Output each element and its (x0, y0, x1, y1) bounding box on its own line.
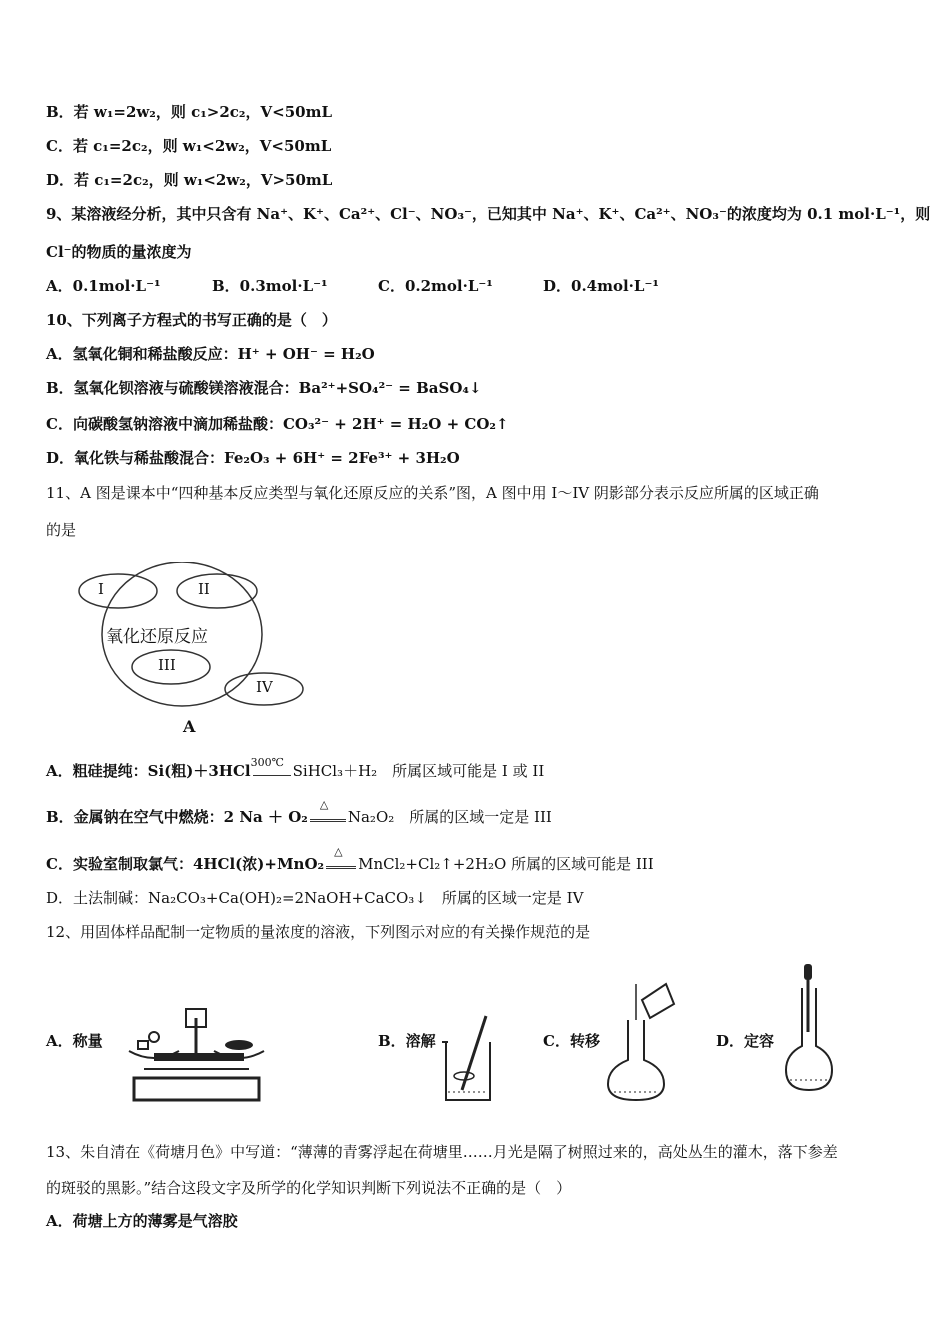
q10-option-d: D．氧化铁与稀盐酸混合：Fe₂O₃ + 6H⁺ = 2Fe³⁺ + 3H₂O (46, 449, 460, 467)
q12-option-d-label: D．定容 (716, 1032, 775, 1050)
q12-option-c-label: C．转移 (543, 1032, 600, 1050)
balance-scale-image (124, 1003, 269, 1112)
q11-stem-line1: 11、A 图是课本中“四种基本反应类型与氧化还原反应的关系”图，A 图中用 I～IV 阴影部分表示反应所属的区域正确 (46, 484, 819, 502)
region-ii-ellipse (177, 574, 257, 608)
q9-option-d: D．0.4mol·L⁻¹ (543, 277, 659, 295)
q11-option-b-pre: B．金属钠在空气中燃烧：2 Na ＋ O₂ (46, 808, 308, 826)
q9-option-c: C．0.2mol·L⁻¹ (378, 277, 493, 295)
q12-option-b-label: B．溶解 (378, 1032, 436, 1050)
q11-option-b (46, 798, 552, 828)
q12-option-a-label: A．称量 (46, 1032, 103, 1050)
q10-stem: 10、下列离子方程式的书写正确的是（ ） (46, 311, 337, 329)
q13-stem-line1: 13、朱自清在《荷塘月色》中写道：“薄薄的青雾浮起在荷塘里……月光是隔了树照过来的，高处丛生的灌木，落下参差 (46, 1143, 838, 1161)
volumetric-flask-image (784, 962, 834, 1098)
q11-option-a-pre: A．粗硅提纯：Si(粗)＋3HCl (46, 762, 251, 780)
beaker-with-rod-icon (440, 1012, 495, 1104)
q13-stem-line2: 的斑驳的黑影。”结合这段文字及所学的化学知识判断下列说法不正确的是（ ） (46, 1179, 572, 1197)
pour-into-flask-icon (604, 980, 676, 1102)
region-iii-label: III (158, 656, 176, 674)
redox-center-label: 氧化还原反应 (106, 627, 208, 647)
q10-option-b: B．氢氧化钡溶液与硫酸镁溶液混合：Ba²⁺+SO₄²⁻ = BaSO₄↓ (46, 379, 482, 397)
q9-option-a: A．0.1mol·L⁻¹ (46, 277, 161, 295)
heat-triangle-symbol: △ (319, 798, 329, 811)
q11-option-a-condition (250, 756, 293, 782)
q8-option-c: C．若 c₁=2c₂，则 w₁<2w₂，V<50mL (46, 137, 332, 155)
q11-option-b-post: Na₂O₂ 所属的区域一定是 III (347, 808, 552, 826)
q10-option-c: C．向碳酸氢钠溶液中滴加稀盐酸：CO₃²⁻ + 2H⁺ = H₂O + CO₂↑ (46, 415, 509, 433)
q11-option-a (46, 756, 545, 782)
q13-option-a: A．荷塘上方的薄雾是气溶胶 (46, 1212, 238, 1230)
q9-option-b: B．0.3mol·L⁻¹ (212, 277, 328, 295)
q11-option-b-condition (308, 798, 348, 828)
q11-option-c-pre: C．实验室制取氯气：4HCl(浓)+MnO₂ (46, 855, 325, 873)
q11-option-d: D．土法制碱：Na₂CO₃+Ca(OH)₂=2NaOH+CaCO₃↓ 所属的区域一定是 IV (46, 889, 584, 907)
figure-caption: A (183, 717, 196, 736)
heat-triangle-symbol: △ (334, 845, 343, 858)
q11-option-a-post: SiHCl₃＋H₂ 所属区域可能是 I 或 II (292, 762, 545, 780)
q8-option-d: D．若 c₁=2c₂，则 w₁<2w₂，V>50mL (46, 171, 333, 189)
beaker-stirring-image (440, 1012, 495, 1108)
q11-option-c-post: MnCl₂+Cl₂↑+2H₂O 所属的区域可能是 III (358, 855, 654, 873)
q10-option-a: A．氢氧化铜和稀盐酸反应：H⁺ + OH⁻ = H₂O (46, 345, 375, 363)
redox-venn-diagram (70, 562, 320, 742)
q9-stem-line1: 9、某溶液经分析，其中只含有 Na⁺、K⁺、Ca²⁺、Cl⁻、NO₃⁻，已知其中 Na⁺、K⁺、Ca²⁺、NO₃⁻的浓度均为 0.1 mol·L⁻¹，则 (46, 205, 931, 223)
q12-stem: 12、用固体样品配制一定物质的量浓度的溶液，下列图示对应的有关操作规范的是 (46, 923, 591, 941)
q9-stem-line2: Cl⁻的物质的量浓度为 (46, 243, 192, 261)
q11-option-c (46, 845, 654, 875)
region-iv-label: IV (256, 678, 273, 696)
balance-scale-icon (124, 1003, 269, 1108)
region-i-label: I (98, 580, 104, 598)
region-ii-label: II (198, 580, 210, 598)
q8-option-b: B．若 w₁=2w₂，则 c₁>2c₂，V<50mL (46, 103, 333, 121)
volumetric-flask-dropper-icon (784, 962, 834, 1094)
q11-option-c-condition (324, 845, 358, 875)
q11-stem-line2: 的是 (46, 521, 77, 539)
venn-svg (70, 562, 320, 742)
reaction-condition-300c: 300℃ (250, 756, 284, 769)
transfer-flask-image (604, 980, 676, 1106)
